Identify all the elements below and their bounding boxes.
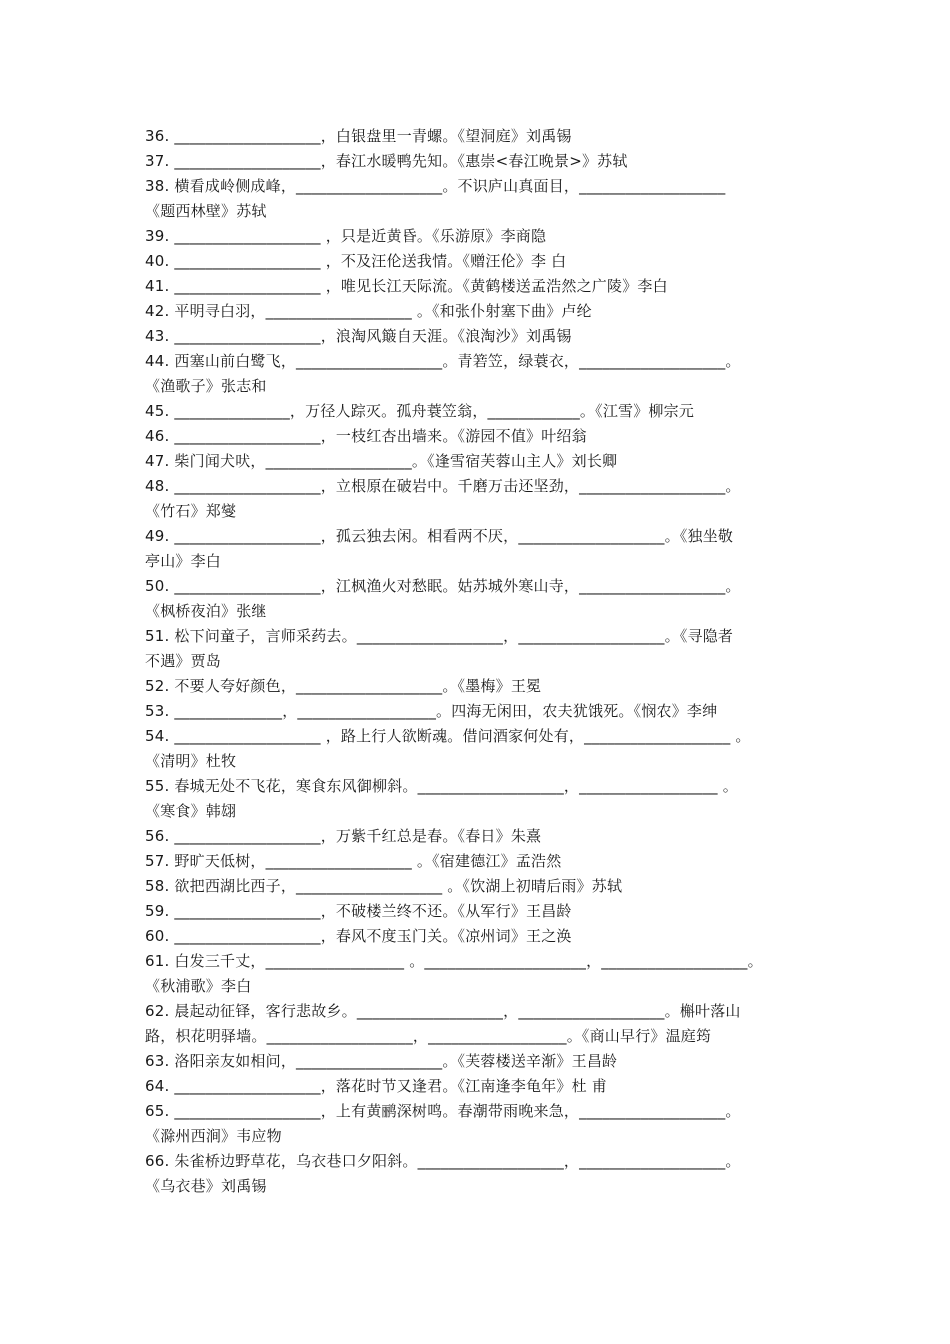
text-line: 42. 平明寻白羽，___________________ 。《和张仆射塞下曲》卢纶 xyxy=(145,302,592,320)
text-line: 47. 柴门闻犬吠，___________________。《逢雪宿芙蓉山主人》刘长卿 xyxy=(145,452,618,470)
text-line: 53. ______________，__________________。四海无闲田，农夫犹饿死。《悯农》李绅 xyxy=(145,702,718,720)
text-line: 《枫桥夜泊》张继 xyxy=(145,602,267,620)
text-line: 64. ___________________，落花时节又逢君。《江南逢李龟年》杜 甫 xyxy=(145,1077,607,1095)
text-line: 60. ___________________，春风不度玉门关。《凉州词》王之涣 xyxy=(145,927,572,945)
text-line: 66. 朱雀桥边野草花，乌衣巷口夕阳斜。___________________，___________________。 xyxy=(145,1152,741,1170)
text-line: 《题西林壁》苏轼 xyxy=(145,202,267,220)
text-line: 《清明》杜牧 xyxy=(145,752,237,770)
text-line: 《竹石》郑燮 xyxy=(145,502,237,520)
text-line: 58. 欲把西湖比西子，___________________ 。《饮湖上初晴后雨》苏轼 xyxy=(145,877,623,895)
text-line: 48. ___________________，立根原在破岩中。千磨万击还坚劲，___________________。 xyxy=(145,477,741,495)
text-line: 37. ___________________，春江水暖鸭先知。《惠崇<春江晚景>》苏轼 xyxy=(145,152,628,170)
text-line: 41. ___________________ ，唯见长江天际流。《黄鹤楼送孟浩然之广陵》李白 xyxy=(145,277,668,295)
text-line: 49. ___________________，孤云独去闲。相看两不厌，___________________。《独坐敬 xyxy=(145,527,734,545)
text-line: 54. ___________________ ，路上行人欲断魂。借问酒家何处有，___________________ 。 xyxy=(145,727,751,745)
text-line: 43. ___________________，浪淘风簸自天涯。《浪淘沙》刘禹锡 xyxy=(145,327,572,345)
text-line: 《乌衣巷》刘禹锡 xyxy=(145,1177,267,1195)
text-line: 38. 横看成岭侧成峰，___________________。不识庐山真面目，___________________ xyxy=(145,177,726,195)
poem-exercise-page xyxy=(145,124,811,1224)
text-line: 路，枳花明驿墙。___________________，__________________。《商山早行》温庭筠 xyxy=(145,1027,712,1045)
text-line: 45. _______________，万径人踪灭。孤舟蓑笠翁，____________。《江雪》柳宗元 xyxy=(145,402,695,420)
text-line: 51. 松下问童子，言师采药去。___________________，___________________。《寻隐者 xyxy=(145,627,734,645)
text-line: 46. ___________________，一枝红杏出墙来。《游园不值》叶绍翁 xyxy=(145,427,587,445)
text-line: 44. 西塞山前白鹭飞，___________________。青箬笠，绿蓑衣，___________________。 xyxy=(145,352,741,370)
text-line: 63. 洛阳亲友如相问，___________________。《芙蓉楼送辛渐》王昌龄 xyxy=(145,1052,618,1070)
text-line: 40. ___________________ ，不及汪伦送我情。《赠汪伦》李 白 xyxy=(145,252,567,270)
text-line: 52. 不要人夸好颜色，___________________。《墨梅》王冕 xyxy=(145,677,542,695)
text-line: 《渔歌子》张志和 xyxy=(145,377,267,395)
text-line: 56. ___________________，万紫千红总是春。《春日》朱熹 xyxy=(145,827,542,845)
text-line: 《秋浦歌》李白 xyxy=(145,977,252,995)
text-line: 50. ___________________，江枫渔火对愁眠。姑苏城外寒山寺，___________________。 xyxy=(145,577,741,595)
text-line: 55. 春城无处不飞花，寒食东风御柳斜。___________________，__________________ 。 xyxy=(145,777,738,795)
text-line: 36. ___________________，白银盘里一青螺。《望洞庭》刘禹锡 xyxy=(145,127,572,145)
text-line: 65. ___________________，上有黄鹂深树鸣。春潮带雨晚来急，___________________。 xyxy=(145,1102,741,1120)
text-line: 《滁州西涧》韦应物 xyxy=(145,1127,282,1145)
text-line: 《寒食》韩翃 xyxy=(145,802,237,820)
text-line: 39. ___________________ ，只是近黄昏。《乐游原》李商隐 xyxy=(145,227,547,245)
text-line xyxy=(145,1199,811,1224)
text-line: 57. 野旷天低树，___________________ 。《宿建德江》孟浩然 xyxy=(145,852,562,870)
text-line: 59. ___________________，不破楼兰终不还。《从军行》王昌龄 xyxy=(145,902,572,920)
text-line: 亭山》李白 xyxy=(145,552,222,570)
text-line: 61. 白发三千丈，__________________ 。_____________________，___________________。 xyxy=(145,952,763,970)
text-line: 不遇》贾岛 xyxy=(145,652,222,670)
text-line: 62. 晨起动征铎，客行悲故乡。___________________，___________________。槲叶落山 xyxy=(145,1002,741,1020)
